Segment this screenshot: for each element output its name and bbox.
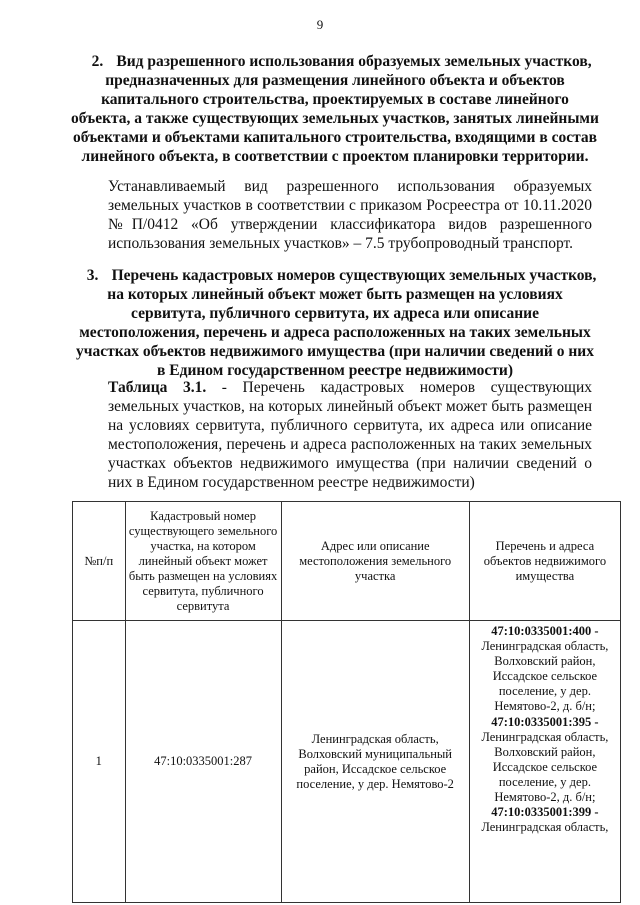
cell-cadastral: 47:10:0335001:287 [125,621,281,903]
object-1-address: Ленинградская область, Волховский район, Иссадское сельское поселение, у дер. Немятово-2, д. б/н; [481,639,609,714]
section-2-title: Вид разрешенного использования образуемых земельных участков, предназначенных для размещения линейного объекта и объектов капитального строительства, проектируемых в составе линейного объекта, а также существующих земельных участков, занятых линейными объектами и объектами капитального строительства, входящими в состав линейного объекта, в соответствии с проектом планировки территории. [71,53,599,165]
section-3-number: 3. [86,267,99,284]
header-cadastral: Кадастровый номер существующего земельного участка, на котором линейный объект может быть размещен на условиях сервитута, публичного сервитута [125,502,281,621]
header-number: №п/п [73,502,126,621]
table-caption [108,378,592,492]
section-2-heading [70,52,600,166]
object-2-number: 47:10:0335001:395 - [491,714,599,729]
table-row [73,621,621,903]
object-3-number: 47:10:0335001:399 - [491,805,599,820]
cell-objects [469,621,620,903]
header-address: Адрес или описание местоположения земельного участка [281,502,469,621]
table-caption-label: Таблица 3.1. [108,379,207,396]
table-header-row [73,502,621,621]
header-objects: Перечень и адреса объектов недвижимого имущества [469,502,620,621]
section-2-number: 2. [91,53,104,70]
cell-number: 1 [73,621,126,903]
table-caption-text: - Перечень кадастровых номеров существующих земельных участков, на которых линейный объект может быть размещен на условиях сервитута, публичного сервитута, их адреса или описание местоположения, перечень и адреса расположенных на таких земельных участках объектов недвижимого имущества (при наличии сведений о них в Едином государственном реестре недвижимости) [108,379,592,491]
section-3-title: Перечень кадастровых номеров существующих земельных участков, на которых линейный объект может быть размещен на условиях сервитута, публичного сервитута, их адреса или описание местоположения, перечень и адреса расположенных на таких земельных участках объектов недвижимого имущества (при наличии сведений о них в Едином государственном реестре недвижимости) [76,267,597,379]
object-1-number: 47:10:0335001:400 - [491,624,599,638]
object-2-address: Ленинградская область, Волховский район, Иссадское сельское поселение, у дер. Немятово-2, д. б/н; [481,729,609,805]
section-2-paragraph: Устанавливаемый вид разрешенного использования образуемых земельных участков в соответствии с приказом Росреестра от 10.11.2020 №П/0412 «Об утверждении классификатора видов разрешенного использования земельных участков» – 7.5 трубопроводный транспорт. [108,178,592,252]
cell-address: Ленинградская область, Волховский муниципальный район, Иссадское сельское поселение, у дер. Немятово-2 [281,621,469,903]
page-number: 9 [316,17,324,32]
cadastral-table [72,501,621,903]
section-3-heading [70,266,600,380]
object-3-address: Ленинградская область, [481,820,609,835]
